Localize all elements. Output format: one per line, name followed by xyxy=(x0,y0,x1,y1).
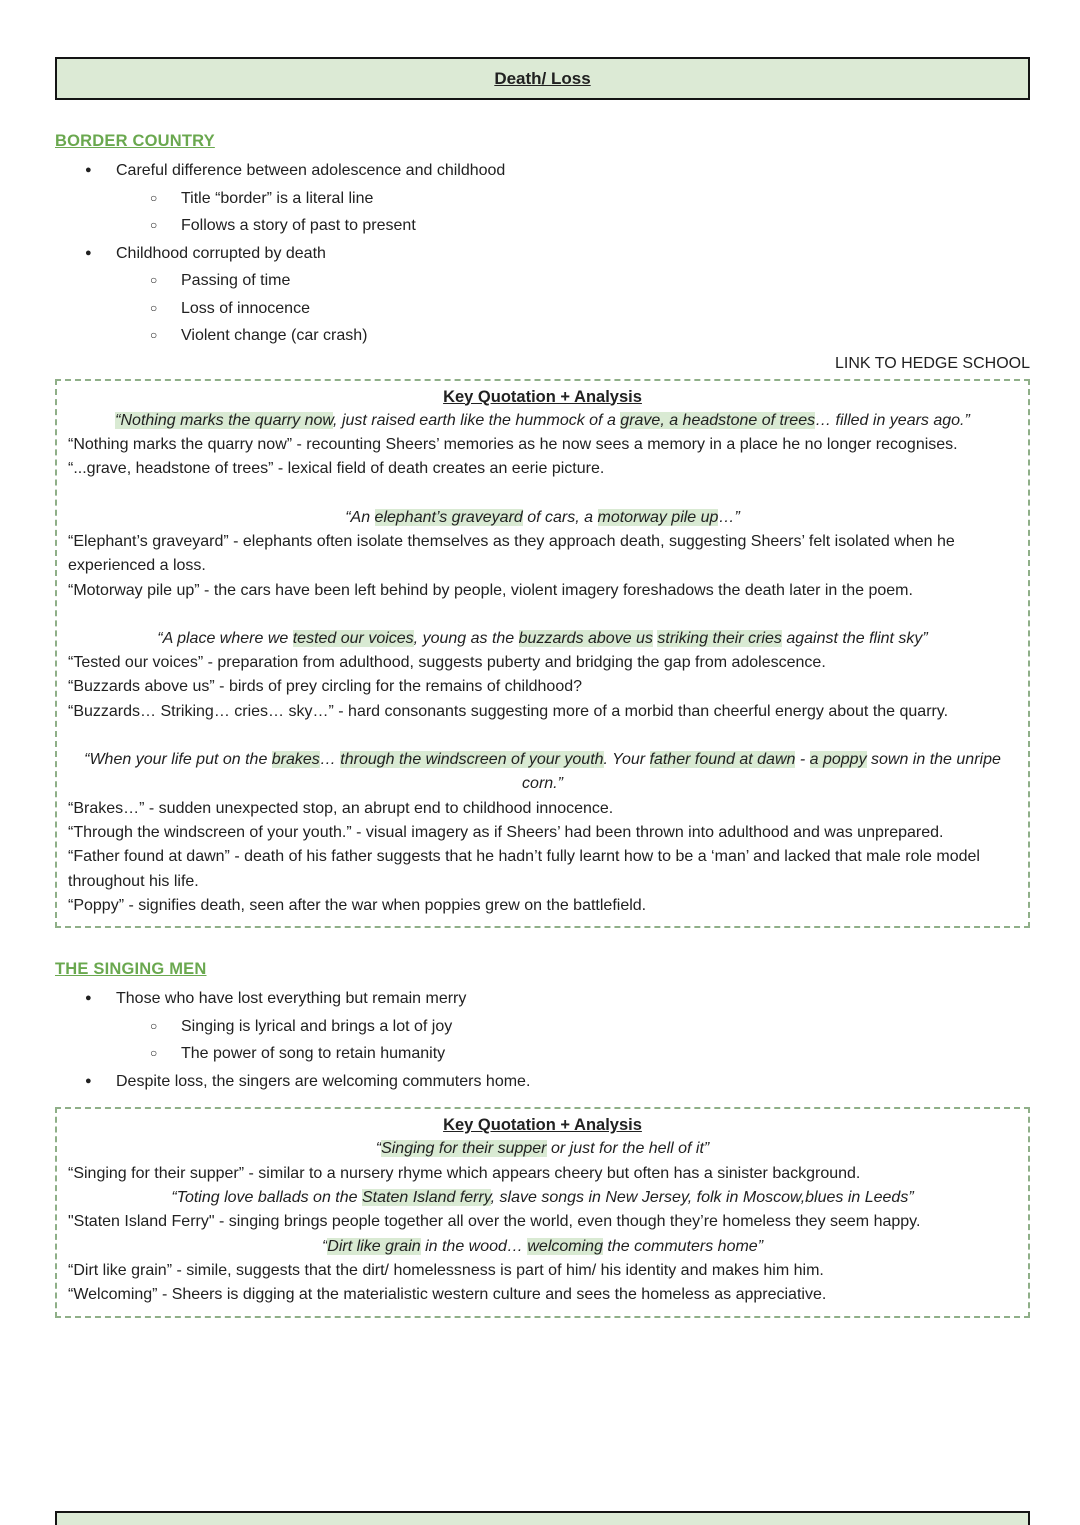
analysis-line: “Welcoming” - Sheers is digging at the materialistic western culture and sees the homeless as appreciative. xyxy=(68,1286,827,1304)
bullet-text: Careful difference between adolescence and childhood xyxy=(116,162,506,179)
quote-text: against the flint sky” xyxy=(781,629,928,647)
box-title: Key Quotation + Analysis xyxy=(443,387,642,406)
quote-group xyxy=(68,1235,1017,1308)
highlighted-quote-text: Singing for their supper xyxy=(381,1140,547,1158)
highlighted-quote-text: elephant’s graveyard xyxy=(374,508,523,526)
sub-bullet-item xyxy=(150,295,1030,323)
sub-bullet-text: Passing of time xyxy=(181,272,291,289)
bullet-item xyxy=(85,157,1030,185)
quote-group xyxy=(68,627,1017,724)
box-title: Key Quotation + Analysis xyxy=(443,1116,642,1135)
quote-line xyxy=(68,1186,1017,1210)
quote-text: “A place where we xyxy=(157,629,293,647)
page-title: Death/ Loss xyxy=(494,68,591,88)
analysis-line: “Father found at dawn” - death of his father suggests that he hadn’t fully learnt how to be a ‘man’ and lacked that male role model throughout his life. xyxy=(68,848,980,890)
sub-bullet-item xyxy=(150,1013,1030,1041)
quote-line xyxy=(68,1235,1017,1259)
sub-bullet-item xyxy=(150,185,1030,213)
bullet-text: Childhood corrupted by death xyxy=(116,244,326,262)
highlighted-quote-text: “Nothing marks the quarry now xyxy=(115,411,334,429)
quote-text: “ xyxy=(321,1237,328,1255)
highlighted-quote-text: through the windscreen of your youth xyxy=(340,751,604,769)
bullet-circle-icon: ○ xyxy=(150,1046,158,1061)
analysis-line: “Buzzards above us” - birds of prey circling for the remains of childhood? xyxy=(68,678,583,696)
sub-bullet-text: Follows a story of past to present xyxy=(181,217,416,234)
highlighted-quote-text: father found at dawn xyxy=(649,751,796,769)
bullet-item xyxy=(85,985,1030,1013)
quote-text: , just raised earth like the hummock of a xyxy=(333,411,621,429)
quote-text: of cars, a xyxy=(522,508,598,526)
quote-line xyxy=(68,748,1017,797)
title-banner xyxy=(55,57,1030,100)
bullet-circle-icon: ○ xyxy=(150,190,158,205)
sub-bullet-text: Singing is lyrical and brings a lot of joy xyxy=(181,1017,453,1035)
quote-line xyxy=(68,506,1017,530)
bullet-text: Despite loss, the singers are welcoming commuters home. xyxy=(116,1072,531,1090)
highlighted-quote-text: Dirt like grain xyxy=(327,1237,421,1255)
quote-analysis-box-singing-men xyxy=(55,1107,1030,1317)
sub-bullet-text: Title “border” is a literal line xyxy=(181,189,374,207)
bullet-circle-icon: ○ xyxy=(150,1018,158,1033)
sub-bullet-text: Loss of innocence xyxy=(181,299,310,317)
analysis-line: “Singing for their supper” - similar to a nursery rhyme which appears cheery but often has a sinister background. xyxy=(68,1164,861,1182)
quote-text: “An xyxy=(345,508,375,526)
quote-text: - xyxy=(795,751,810,769)
highlighted-quote-text: tested our voices xyxy=(292,629,414,647)
bullet-disc-icon: ● xyxy=(85,1074,92,1087)
section-singing-men xyxy=(55,960,1030,1095)
highlighted-quote-text: brakes xyxy=(271,751,320,769)
analysis-line: “Tested our voices” - preparation from adulthood, suggests puberty and bridging the gap from adolescence. xyxy=(68,654,826,672)
quote-text: , slave songs in New Jersey, folk in Moscow,blues in Leeds” xyxy=(490,1189,914,1207)
quote-line xyxy=(68,627,1017,651)
quote-group xyxy=(68,409,1017,482)
analysis-line: “Dirt like grain” - simile, suggests that the dirt/ homelessness is part of him/ his identity and makes him him. xyxy=(68,1261,824,1279)
analysis-line: “Brakes…” - sudden unexpected stop, an abrupt end to childhood innocence. xyxy=(68,799,614,817)
bullet-disc-icon: ● xyxy=(85,164,92,176)
quote-group xyxy=(68,1186,1017,1235)
quote-text: … xyxy=(319,751,341,769)
analysis-line: “Motorway pile up” - the cars have been left behind by people, violent imagery foreshadows the death later in the poem. xyxy=(68,581,913,599)
sub-bullet-item xyxy=(150,1040,1030,1068)
quote-line xyxy=(68,409,1017,433)
section-border-country xyxy=(55,132,1030,350)
next-section-banner-partial xyxy=(55,1511,1030,1525)
quote-text: the commuters home” xyxy=(602,1237,764,1255)
quote-group xyxy=(68,506,1017,603)
quote-text: …” xyxy=(718,508,740,526)
quote-text: or just for the hell of it” xyxy=(546,1140,710,1158)
quote-text: “ xyxy=(375,1140,382,1158)
quote-analysis-box-border-country xyxy=(55,379,1030,929)
sub-bullet-item xyxy=(150,322,1030,350)
quote-text: . Your xyxy=(603,751,650,769)
bullet-circle-icon: ○ xyxy=(150,300,158,315)
link-note: LINK TO HEDGE SCHOOL xyxy=(834,354,1030,372)
quote-group xyxy=(68,748,1017,918)
section-heading-singing-men: THE SINGING MEN xyxy=(55,960,207,979)
bullet-disc-icon: ● xyxy=(85,246,92,259)
analysis-line: “Nothing marks the quarry now” - recounting Sheers’ memories as he now sees a memory in a place he no longer recognises. xyxy=(68,436,958,454)
bullet-circle-icon: ○ xyxy=(150,328,158,342)
highlighted-quote-text: buzzards above us xyxy=(518,629,653,647)
analysis-line: “Buzzards… Striking… cries… sky…” - hard consonants suggesting more of a morbid than cheerful energy about the quarry. xyxy=(68,702,949,720)
quote-text: “Toting love ballads on the xyxy=(171,1189,362,1207)
bullet-list-singing-men xyxy=(55,985,1030,1095)
sub-bullet-text: The power of song to retain humanity xyxy=(181,1045,446,1063)
analysis-line: "Staten Island Ferry" - singing brings people together all over the world, even though they’re homeless they seem happy. xyxy=(68,1213,921,1231)
highlighted-quote-text: Staten Island ferry xyxy=(361,1189,491,1207)
analysis-line: “Poppy” - signifies death, seen after the war when poppies grew on the battlefield. xyxy=(68,896,647,914)
quote-group xyxy=(68,1137,1017,1186)
highlighted-quote-text: welcoming xyxy=(527,1237,603,1255)
bullet-circle-icon: ○ xyxy=(150,218,158,232)
bullet-list-border-country xyxy=(55,157,1030,350)
quote-text: in the wood… xyxy=(420,1237,528,1255)
quote-line xyxy=(68,1137,1017,1161)
quote-text: … filled in years ago.” xyxy=(815,411,970,429)
bullet-item xyxy=(85,1068,1030,1096)
document-content xyxy=(0,132,1080,1318)
quote-text: sown in the unripe corn.” xyxy=(522,751,1001,793)
analysis-line: “Through the windscreen of your youth.” - visual imagery as if Sheers’ had been thrown into adulthood and was unprepared. xyxy=(68,823,944,841)
analysis-line: “Elephant’s graveyard” - elephants often isolate themselves as they approach death, suggesting Sheers’ felt isolated when he experienced a loss. xyxy=(68,532,955,575)
sub-bullet-item xyxy=(150,212,1030,240)
analysis-line: “...grave, headstone of trees” - lexical field of death creates an eerie picture. xyxy=(68,460,605,478)
bullet-text: Those who have lost everything but remain merry xyxy=(116,990,467,1008)
sub-bullet-item xyxy=(150,267,1030,295)
highlighted-quote-text: grave, a headstone of trees xyxy=(620,411,816,429)
highlighted-quote-text: motorway pile up xyxy=(597,508,719,526)
highlighted-quote-text: a poppy xyxy=(809,751,867,769)
quote-text: “When your life put on the xyxy=(84,751,272,769)
bullet-item xyxy=(85,240,1030,268)
sub-bullet-text: Violent change (car crash) xyxy=(181,327,368,344)
quote-text: , young as the xyxy=(413,629,519,647)
highlighted-quote-text: striking their cries xyxy=(657,629,782,647)
bullet-circle-icon: ○ xyxy=(150,273,158,287)
section-heading-border-country: BORDER COUNTRY xyxy=(55,132,215,150)
bullet-disc-icon: ● xyxy=(85,992,92,1005)
